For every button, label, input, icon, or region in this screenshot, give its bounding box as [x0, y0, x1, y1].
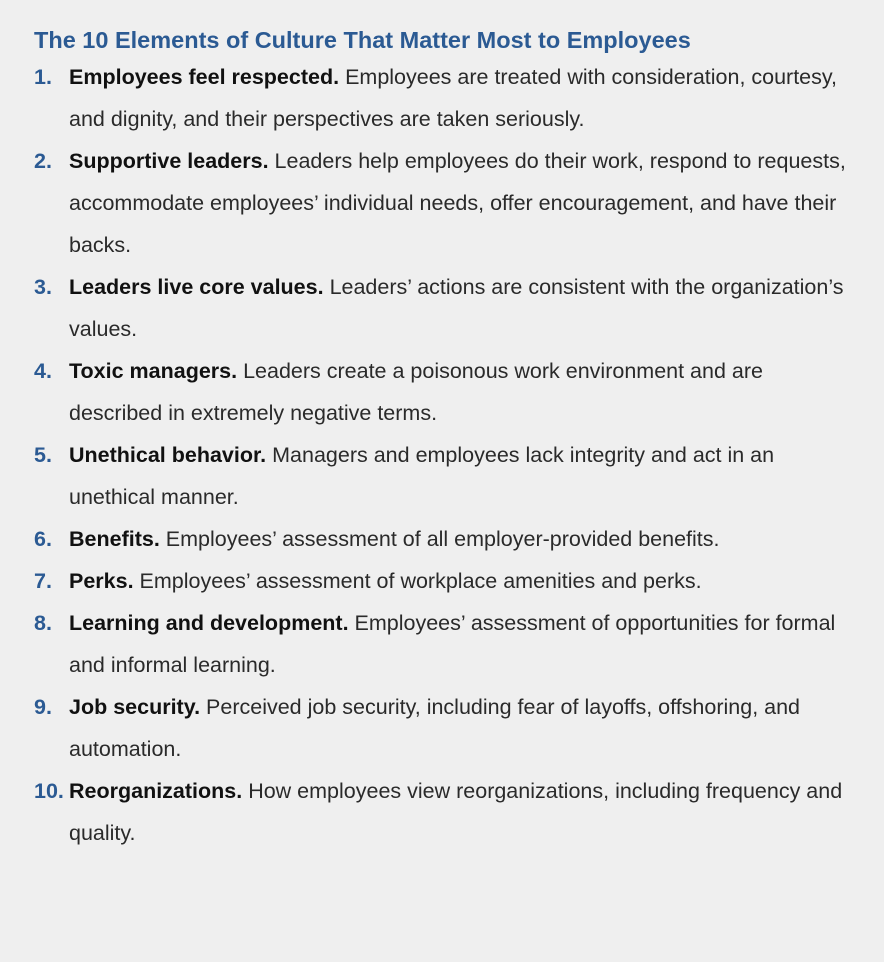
item-description: Leaders’ actions are consistent with the organization’s values. — [69, 275, 844, 341]
culture-elements-list — [34, 56, 850, 854]
item-number: 10. — [34, 779, 64, 803]
item-description: Perceived job security, including fear of layoffs, offshoring, and automation. — [69, 695, 801, 761]
list-item — [34, 56, 850, 140]
item-term: Reorganizations. — [69, 779, 243, 803]
page-title: The 10 Elements of Culture That Matter Most to Employees — [34, 27, 691, 53]
item-description: Employees’ assessment of all employer-provided benefits. — [165, 527, 720, 551]
item-term: Learning and development. — [69, 611, 349, 635]
item-description: Leaders help employees do their work, respond to requests, accommodate employees’ individual needs, offer encouragement, and have their backs. — [69, 149, 846, 257]
item-term: Supportive leaders. — [69, 149, 269, 173]
item-description: Employees’ assessment of workplace amenities and perks. — [139, 569, 702, 593]
item-number: 1. — [34, 65, 52, 89]
item-description: Employees are treated with consideration, courtesy, and dignity, and their perspectives are taken seriously. — [69, 65, 838, 131]
item-term: Leaders live core values. — [69, 275, 324, 299]
item-number: 7. — [34, 569, 52, 593]
item-number: 2. — [34, 149, 52, 173]
list-item — [34, 686, 850, 770]
list-item — [34, 266, 850, 350]
item-description: Managers and employees lack integrity and act in an unethical manner. — [69, 443, 775, 509]
list-item — [34, 518, 850, 560]
list-item — [34, 560, 850, 602]
item-term: Benefits. — [69, 527, 160, 551]
item-number: 9. — [34, 695, 52, 719]
item-number: 5. — [34, 443, 52, 467]
item-number: 8. — [34, 611, 52, 635]
list-item — [34, 350, 850, 434]
item-term: Perks. — [69, 569, 134, 593]
item-description: Employees’ assessment of opportunities for formal and informal learning. — [69, 611, 836, 677]
list-item — [34, 140, 850, 266]
item-description: How employees view reorganizations, including frequency and quality. — [69, 779, 843, 845]
item-number: 6. — [34, 527, 52, 551]
item-number: 3. — [34, 275, 52, 299]
item-term: Toxic managers. — [69, 359, 238, 383]
item-term: Job security. — [69, 695, 201, 719]
list-item — [34, 434, 850, 518]
list-item — [34, 770, 850, 854]
list-item — [34, 602, 850, 686]
item-description: Leaders create a poisonous work environment and are described in extremely negative terms. — [69, 359, 763, 425]
item-number: 4. — [34, 359, 52, 383]
item-term: Unethical behavior. — [69, 443, 267, 467]
item-term: Employees feel respected. — [69, 65, 340, 89]
